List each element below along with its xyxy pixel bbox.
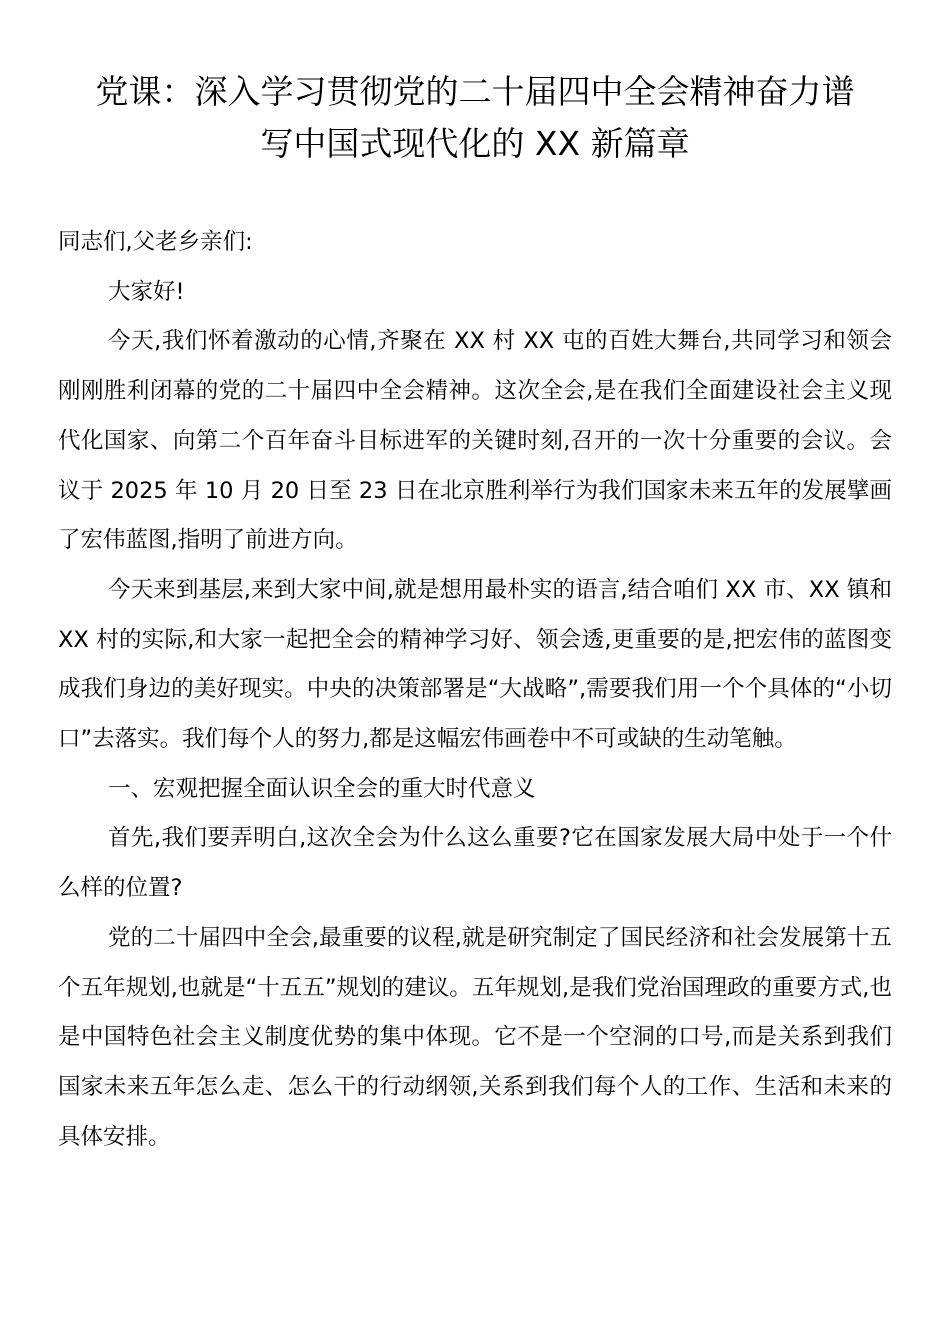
title-line-2: 写中国式现代化的 XX 新篇章 <box>260 124 690 163</box>
paragraph-greeting: 大家好! <box>108 278 185 305</box>
section-heading-1: 一、宏观把握全面认识全会的重大时代意义 <box>108 775 536 802</box>
salutation: 同志们,父老乡亲们: <box>58 229 253 255</box>
paragraph-five-year-plan: 党的二十届四中全会,最重要的议程,就是研究制定了国民经济和社会发展第十五个五年规划,也就是“十五五”规划的建议。五年规划,是我们党治国理政的重要方式,也是中国特色社会主义制度优势的集中体现。它不是一个空洞的口号,而是关系到我们国家未来五年怎么走、怎么干的行动纲领,关系到我们每个人的工作、生活和未来的具体安排。 <box>58 924 892 1150</box>
paragraph-purpose: 今天来到基层,来到大家中间,就是想用最朴实的语言,结合咱们 XX 市、XX 镇和 XX 村的实际,和大家一起把全会的精神学习好、领会透,更重要的是,把宏伟的蓝图变成我们身边的美好现实。中央的决策部署是“大战略”,需要我们用一个个具体的“小切口”去落实。我们每个人的努力,都是这幅宏伟画卷中不可或缺的生动笔触。 <box>58 576 892 753</box>
paragraph-question: 首先,我们要弄明白,这次全会为什么这么重要?它在国家发展大局中处于一个什么样的位置? <box>58 825 892 902</box>
paragraph-intro: 今天,我们怀着激动的心情,齐聚在 XX 村 XX 屯的百姓大舞台,共同学习和领会刚刚胜利闭幕的党的二十届四中全会精神。这次全会,是在我们全面建设社会主义现代化国家、向第二个百年奋斗目标进军的关键时刻,召开的一次十分重要的会议。会议于 2025 年 10 月 20 日至 23 日在北京胜利举行为我们国家未来五年的发展擘画了宏伟蓝图,指明了前进方向。 <box>58 328 892 554</box>
document-body <box>58 218 892 1162</box>
title-line-1: 党课：深入学习贯彻党的二十届四中全会精神奋力谱 <box>95 72 855 111</box>
document-title <box>40 66 910 170</box>
